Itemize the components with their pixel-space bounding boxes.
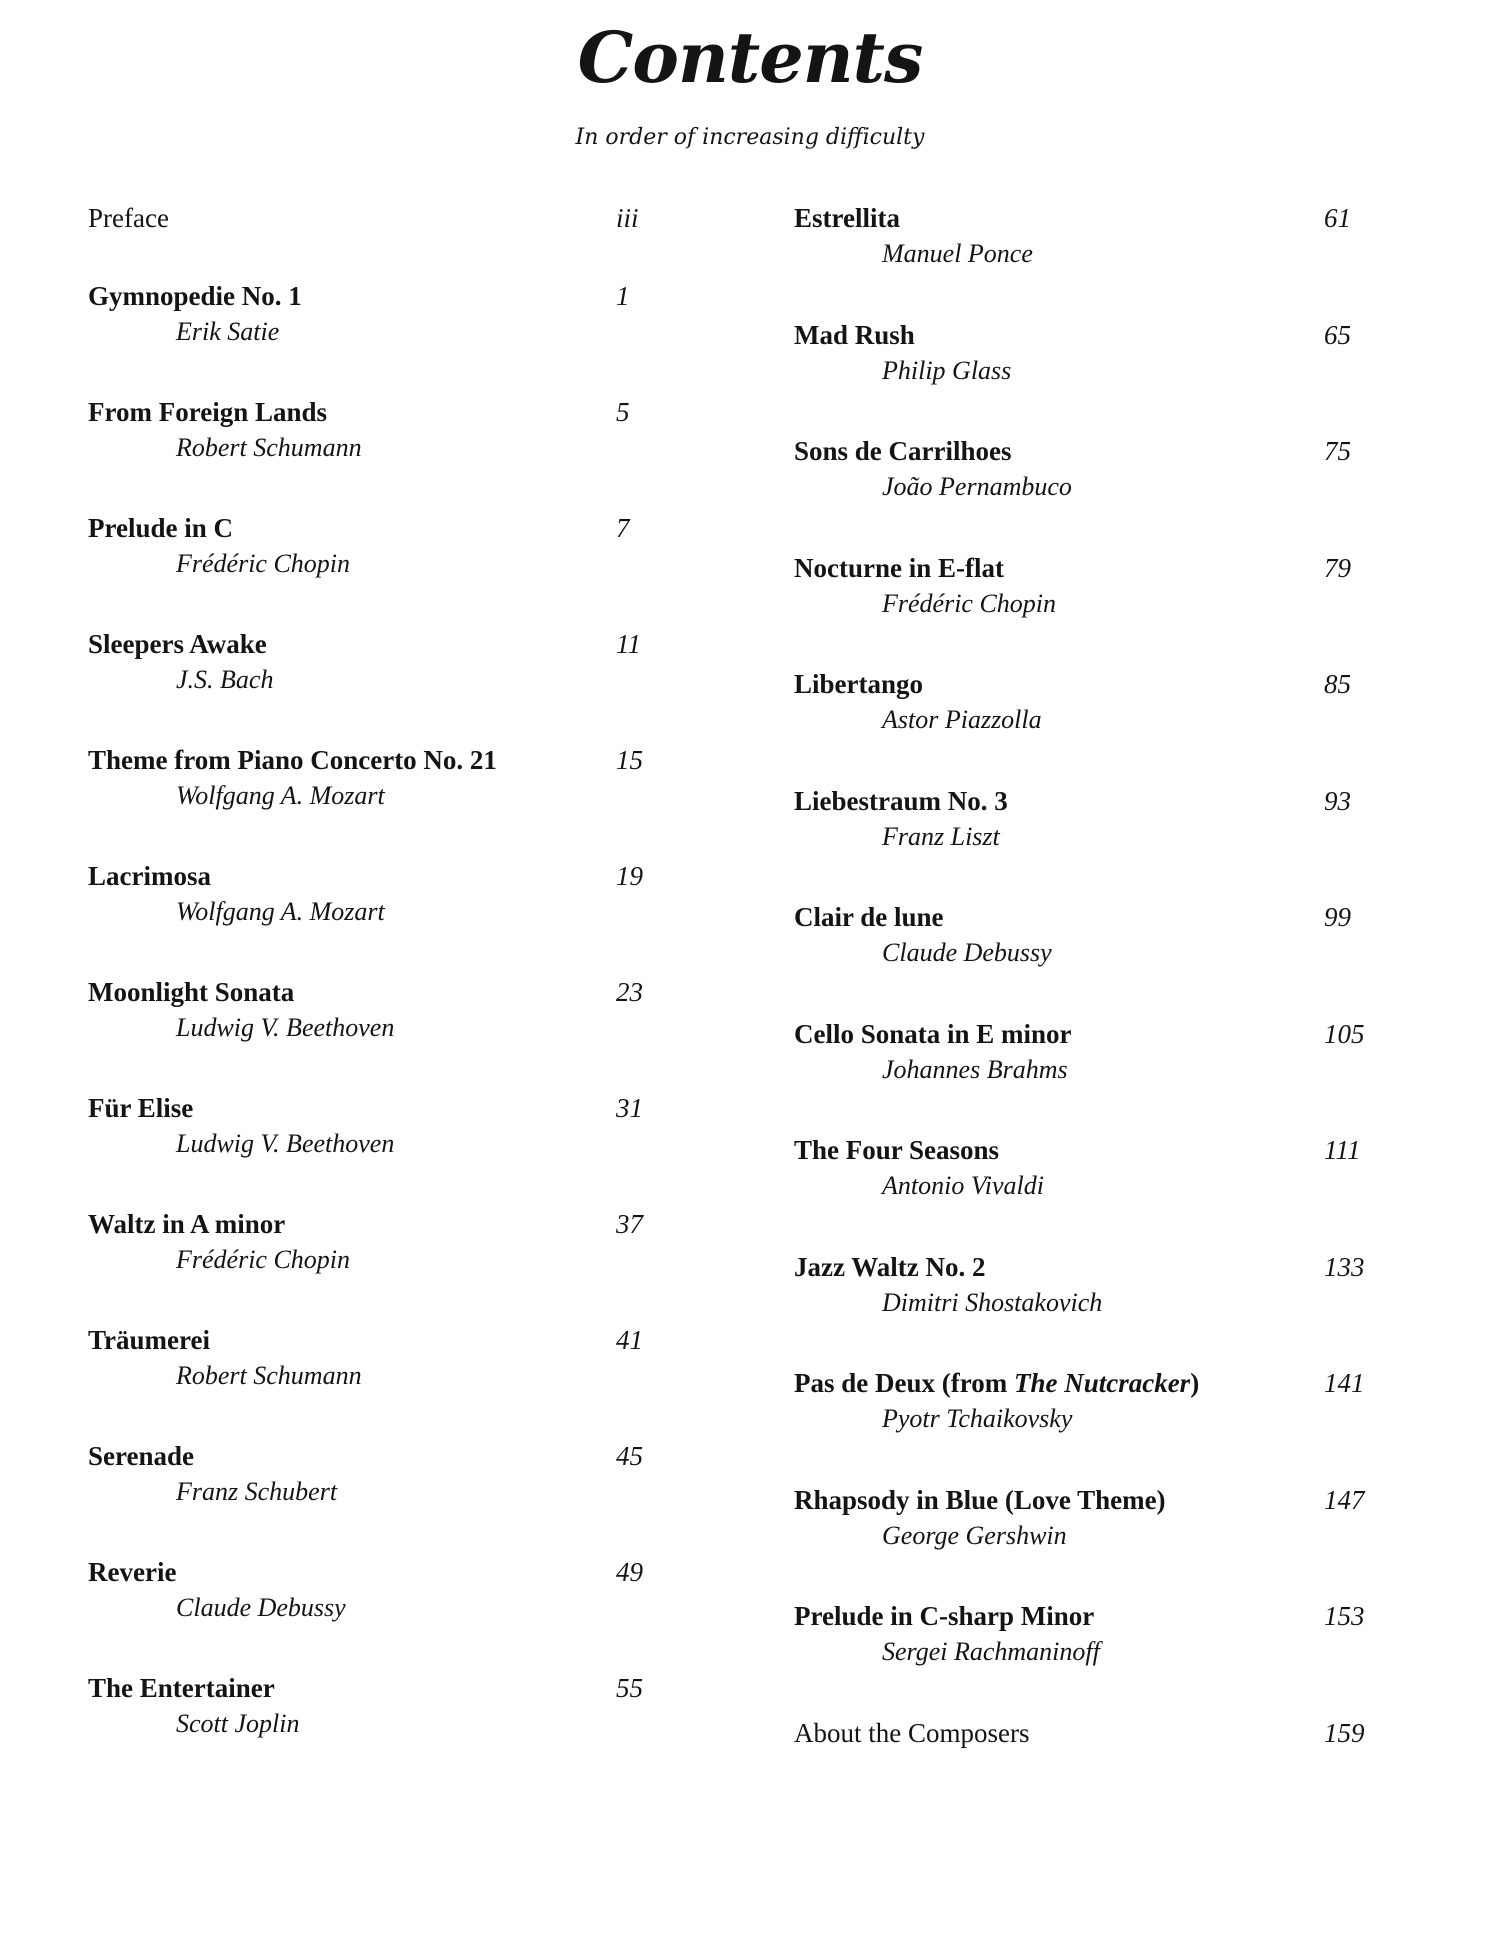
toc-entry[interactable] (88, 622, 656, 738)
toc-entry[interactable] (88, 1434, 656, 1550)
toc-entry[interactable] (88, 738, 656, 854)
entry-title: Liebestraum No. 3 (794, 785, 1008, 816)
entry-page: 7 (616, 513, 630, 543)
entry-title: Theme from Piano Concerto No. 21 (88, 745, 497, 775)
entry-composer: Frédéric Chopin (176, 1245, 351, 1274)
toc-entry[interactable] (794, 779, 1374, 896)
entry-composer: Manuel Ponce (882, 239, 1033, 268)
entry-composer: Wolfgang A. Mozart (176, 897, 385, 926)
entry-title: Libertango (794, 669, 924, 699)
entry-title: Reverie (88, 1557, 177, 1587)
entry-title: Preface (88, 203, 169, 233)
toc-entry[interactable] (88, 1086, 656, 1202)
entry-title: Für Elise (88, 1093, 194, 1123)
toc-entry[interactable] (88, 1318, 656, 1434)
entry-page: 147 (1324, 1484, 1365, 1515)
entry-page: 111 (1324, 1135, 1361, 1165)
entry-title (794, 1361, 1199, 1405)
entry-composer: Antonio Vivaldi (882, 1171, 1044, 1200)
entry-page: 141 (1324, 1368, 1365, 1398)
entry-title: Träumerei (88, 1325, 210, 1355)
entry-page: 15 (616, 745, 643, 775)
entry-composer: Dimitri Shostakovich (882, 1287, 1103, 1317)
entry-title: Sons de Carrilhoes (794, 436, 1012, 466)
entry-title: Serenade (88, 1441, 194, 1471)
entry-title-trail: ) (1190, 1368, 1200, 1398)
entry-page: 37 (616, 1209, 643, 1239)
entry-composer: Erik Satie (176, 317, 280, 346)
toc-entry[interactable] (88, 1550, 656, 1666)
toc-entry[interactable] (794, 313, 1374, 430)
entry-composer: Claude Debussy (176, 1593, 346, 1622)
entry-composer: Robert Schumann (176, 433, 362, 462)
entry-page: 99 (1324, 902, 1351, 932)
toc-entry-preface[interactable] (88, 196, 656, 274)
entry-page: 65 (1324, 319, 1351, 350)
entry-composer: Johannes Brahms (882, 1054, 1068, 1084)
entry-page: 45 (616, 1441, 643, 1471)
entry-page: 153 (1324, 1601, 1365, 1631)
toc-entry[interactable] (794, 1012, 1374, 1129)
toc-entry[interactable] (88, 970, 656, 1086)
toc-entry[interactable] (794, 895, 1374, 1012)
entry-page: 5 (616, 397, 630, 427)
entry-page: 55 (616, 1673, 643, 1703)
entry-page: 93 (1324, 785, 1351, 816)
entry-page: 75 (1324, 436, 1351, 466)
entry-title: About the Composers (794, 1717, 1030, 1748)
toc-entry[interactable] (794, 429, 1374, 546)
entry-page: 159 (1324, 1717, 1365, 1748)
entry-composer: Frédéric Chopin (882, 588, 1057, 618)
toc-entry[interactable] (794, 546, 1374, 663)
toc-entry[interactable] (88, 1666, 656, 1782)
page-subtitle: In order of increasing difficulty (575, 125, 925, 150)
entry-composer: Robert Schumann (176, 1361, 362, 1390)
page-title: Contents (577, 16, 923, 99)
entry-title: Jazz Waltz No. 2 (794, 1251, 986, 1282)
entry-title-italic: The Nutcracker (1013, 1368, 1191, 1398)
entry-page: 23 (616, 977, 643, 1007)
entry-composer: Claude Debussy (882, 938, 1052, 967)
entry-title: Nocturne in E-flat (794, 552, 1004, 583)
entry-title: Sleepers Awake (88, 629, 267, 659)
toc-entry[interactable] (88, 1202, 656, 1318)
toc-entry[interactable] (794, 662, 1374, 779)
entry-title: Lacrimosa (88, 861, 211, 891)
toc-entry[interactable] (88, 390, 656, 506)
entry-composer: Pyotr Tchaikovsky (882, 1404, 1073, 1433)
toc-entry[interactable] (88, 274, 656, 390)
entry-page: 49 (616, 1557, 643, 1587)
entry-title: From Foreign Lands (88, 397, 328, 427)
entry-page: 41 (616, 1325, 643, 1355)
entry-composer: Frédéric Chopin (176, 549, 351, 578)
toc-entry[interactable] (88, 506, 656, 622)
entry-composer: Wolfgang A. Mozart (176, 781, 385, 810)
entry-composer: Ludwig V. Beethoven (176, 1013, 395, 1042)
entry-title: Rhapsody in Blue (Love Theme) (794, 1484, 1166, 1515)
entry-title: Cello Sonata in E minor (794, 1018, 1072, 1049)
entry-composer: George Gershwin (882, 1520, 1067, 1550)
entry-composer: Astor Piazzolla (882, 705, 1042, 734)
entry-composer: Philip Glass (882, 355, 1012, 385)
toc-entry[interactable] (794, 1478, 1374, 1595)
toc-entry[interactable] (88, 854, 656, 970)
entry-page: 133 (1324, 1251, 1365, 1282)
toc-entry-about-composers[interactable] (794, 1711, 1374, 1789)
entry-composer: J.S. Bach (176, 665, 274, 694)
toc-entry[interactable] (794, 196, 1374, 313)
entry-page: 1 (616, 281, 630, 311)
entry-page: 31 (616, 1093, 643, 1123)
entry-title: The Four Seasons (794, 1135, 1000, 1165)
entry-title: Prelude in C (88, 513, 234, 543)
entry-page: 11 (616, 629, 641, 659)
right-column (794, 196, 1374, 1789)
toc-entry[interactable] (794, 1361, 1374, 1478)
left-column (88, 196, 656, 1782)
entry-composer: Scott Joplin (176, 1709, 300, 1738)
entry-page: iii (616, 203, 639, 233)
entry-title: Prelude in C-sharp Minor (794, 1601, 1095, 1631)
entry-title: Estrellita (794, 203, 900, 233)
entry-title: Moonlight Sonata (88, 977, 295, 1007)
entry-title: Gymnopedie No. 1 (88, 281, 302, 311)
entry-composer: João Pernambuco (882, 472, 1072, 501)
entry-composer: Ludwig V. Beethoven (176, 1129, 395, 1158)
entry-composer: Franz Schubert (176, 1477, 338, 1506)
entry-page: 85 (1324, 669, 1351, 699)
toc-entry[interactable] (794, 1245, 1374, 1362)
entry-composer: Franz Liszt (882, 821, 1000, 851)
entry-page: 19 (616, 861, 643, 891)
entry-page: 79 (1324, 552, 1351, 583)
toc-entry[interactable] (794, 1128, 1374, 1245)
entry-title: Clair de lune (794, 902, 944, 932)
entry-composer: Sergei Rachmaninoff (882, 1637, 1100, 1666)
entry-title: Mad Rush (794, 319, 915, 350)
entry-title-lead: Pas de Deux (from (794, 1368, 1014, 1398)
entry-title: The Entertainer (88, 1673, 275, 1703)
entry-title: Waltz in A minor (88, 1209, 286, 1239)
entry-page: 61 (1324, 203, 1351, 233)
entry-page: 105 (1324, 1018, 1365, 1049)
toc-entry[interactable] (794, 1594, 1374, 1711)
